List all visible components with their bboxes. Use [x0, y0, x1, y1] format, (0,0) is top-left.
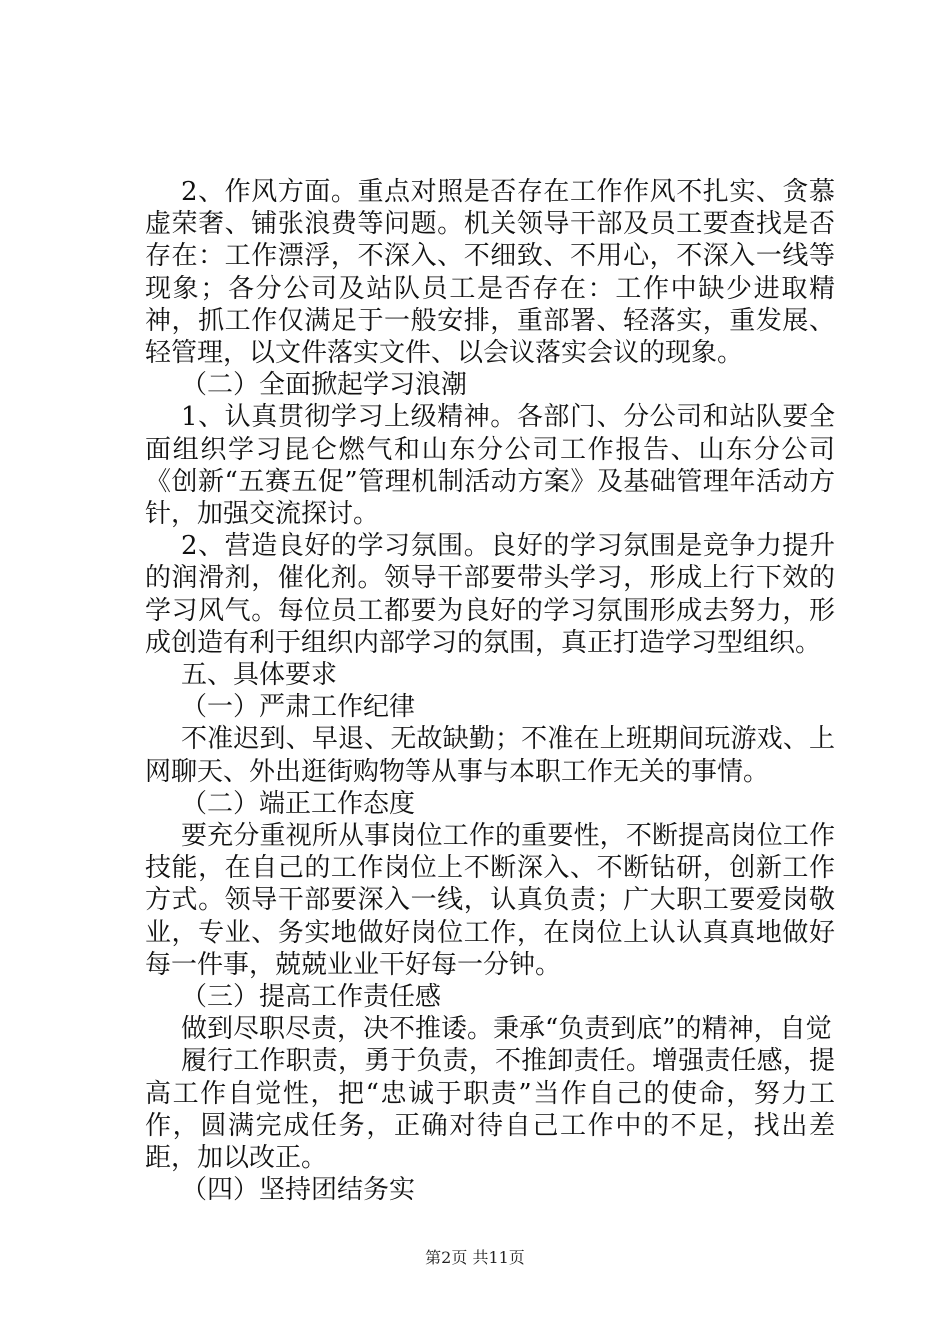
section-heading: （二）端正工作态度: [181, 788, 416, 819]
paragraph: 2、作风方面。重点对照是否存在工作作风不扎实、贪慕虚荣奢、铺张浪费等问题。机关领导干部及员工要查找是否存在：工作漂浮，不深入、不细致、不用心，不深入一线等现象；各分公司及站队员工是否存在：工作中缺少进取精神，抓工作仅满足于一般安排，重部署、轻落实，重发展、轻管理，以文件落实文件、以会议落实会议的现象。: [145, 177, 835, 369]
paragraph: 1、认真贯彻学习上级精神。各部门、分公司和站队要全面组织学习昆仑燃气和山东分公司工作报告、山东分公司《创新“五赛五促”管理机制活动方案》及基础管理年活动方针，加强交流探讨。: [145, 402, 835, 530]
section-heading: （一）严肃工作纪律: [181, 692, 416, 723]
section-heading: 五、具体要求: [181, 660, 338, 691]
paragraph: 不准迟到、早退、无故缺勤；不准在上班期间玩游戏、上网聊天、外出逛街购物等从事与本职工作无关的事情。: [145, 724, 835, 787]
paragraph: 2、营造良好的学习氛围。良好的学习氛围是竞争力提升的润滑剂，催化剂。领导干部要带头学习，形成上行下效的学习风气。每位员工都要为良好的学习氛围形成去努力，形成创造有利于组织内部学习的氛围，真正打造学习型组织。: [145, 531, 835, 658]
paragraph: 做到尽职尽责，决不推诿。秉承“负责到底”的精神，自觉: [181, 1014, 832, 1045]
section-heading: （四）坚持团结务实: [181, 1175, 416, 1206]
paragraph: 履行工作职责，勇于负责，不推卸责任。增强责任感，提高工作自觉性，把“忠诚于职责”当作自己的使命，努力工作，圆满完成任务，正确对待自己工作中的不足，找出差距，加以改正。: [145, 1046, 835, 1174]
section-heading: （二）全面掀起学习浪潮: [181, 370, 468, 401]
document-body: [145, 176, 835, 1207]
section-heading: （三）提高工作责任感: [181, 982, 442, 1013]
page-number-footer: 第2页 共11页: [425, 1248, 525, 1267]
paragraph: 要充分重视所从事岗位工作的重要性，不断提高岗位工作技能，在自己的工作岗位上不断深入、不断钻研，创新工作方式。领导干部要深入一线，认真负责；广大职工要爱岗敬业，专业、务实地做好岗位工作，在岗位上认认真真地做好每一件事，兢兢业业干好每一分钟。: [145, 821, 835, 980]
